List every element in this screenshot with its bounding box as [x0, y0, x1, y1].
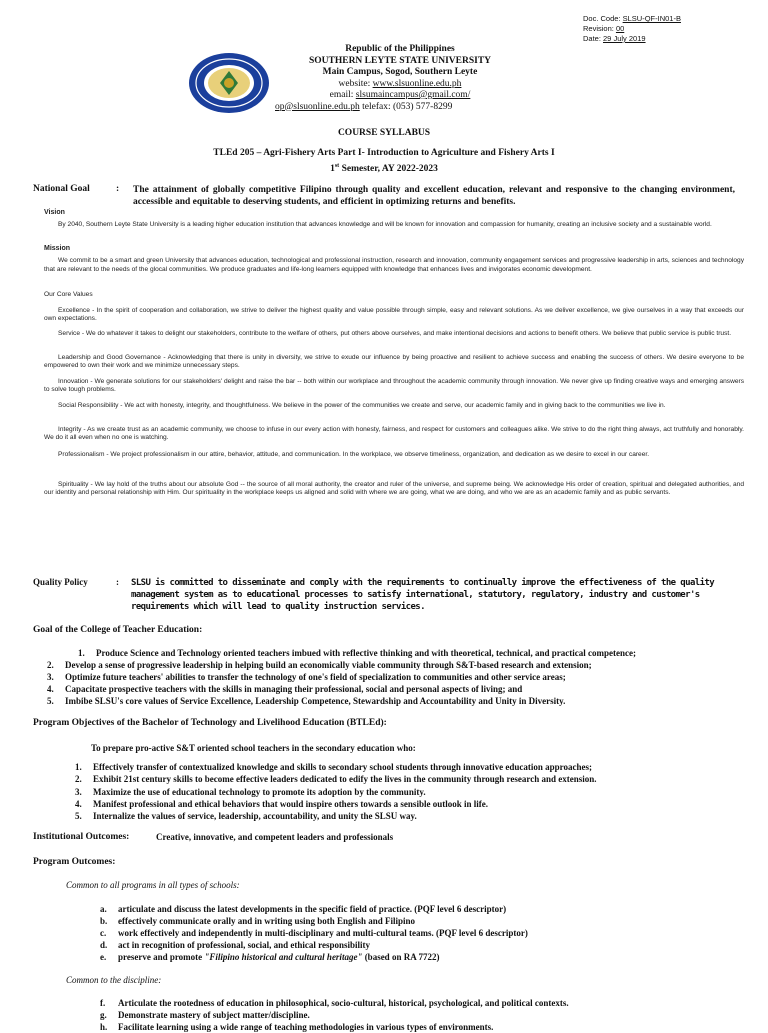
vision-section — [44, 209, 744, 230]
program-outcome-item: e. preserve and promote "Filipino historical and cultural heritage" (based on RA 7722) — [100, 952, 440, 962]
telefax-text: telefax: (053) 577-8299 — [359, 101, 453, 112]
program-objective-item: 2. Exhibit 21st century skills to become effective leaders dedicated to edify the lives in the community through research and extension. — [75, 774, 597, 784]
core-value-service: Service - We do whatever it takes to delight our stakeholders, contribute to the welfare of others, put others above ourselves, and make intentional decisions and actions to benefit others. We believe that public service is public trust. — [58, 330, 732, 337]
cte-goal-item: 1. Produce Science and Technology oriented teachers imbued with reflective thinking and with theoretical, technical, and practical competence; — [78, 648, 636, 658]
core-value-integrity: Integrity - As we create trust as an academic community, we choose to infuse in our every action with honesty, fairness, and respect for customers and colleagues alike. We strive to do the right thing always, act truthfully and honorably. We do it all even when no one is watching. — [44, 426, 744, 442]
campus-text: Main Campus, Sogod, Southern Leyte — [322, 67, 478, 77]
cte-goal-item: 3. Optimize future teachers' abilities to transfer the technology of one's field of specialization to communities and other service areas; — [47, 672, 566, 682]
national-goal-colon: : — [116, 184, 120, 194]
date-value: 29 July 2019 — [603, 34, 646, 43]
quality-policy-text: SLSU is committed to disseminate and comply with the requirements to continually improve the effectiveness of the quality management system as to educational processes to satisfy international, statutory, regulatory, industry and customer's requirements which will lead to quality instruction services. — [131, 578, 715, 612]
common-discipline-subheading: Common to the discipline: — [66, 975, 162, 985]
program-outcome-item: a. articulate and discuss the latest developments in the specific field of practice. (PQF level 6 descriptor) — [100, 904, 507, 914]
mission-section — [44, 245, 744, 274]
revision-label: Revision: — [583, 24, 616, 33]
program-outcome-item: h. Facilitate learning using a wide range of teaching methodologies in various types of environments. — [100, 1022, 494, 1032]
program-objectives-heading: Program Objectives of the Bachelor of Technology and Livelihood Education (BTLEd): — [33, 718, 387, 728]
core-values-heading: Our Core Values — [44, 291, 93, 298]
core-value-professionalism: Professionalism - We project professionalism in our attire, behavior, attitude, and communication. In the workplace, we observe timeliness, organization, and dedication as we desire to excel in our career. — [58, 451, 650, 458]
national-goal-label: National Goal — [33, 184, 90, 194]
cte-goal-heading: Goal of the College of Teacher Education: — [33, 625, 203, 635]
website-link[interactable]: www.slsuonline.edu.ph — [372, 78, 462, 89]
email-link[interactable]: slsumaincampus@gmail.com/ — [355, 90, 471, 100]
program-outcomes-heading: Program Outcomes: — [33, 857, 116, 867]
vision-text: By 2040, Southern Leyte State University is a leading higher education institution that advances knowledge and will be known for innovation and compassion for humanity, creating an inclusive society and a sustainable world. — [58, 221, 712, 229]
quality-policy-label: Quality Policy — [33, 577, 88, 587]
program-outcome-item: b. effectively communicate orally and in writing using both English and Filipino — [100, 916, 416, 926]
date-label: Date: — [583, 34, 604, 43]
doc-code-value: SLSU-QF-IN01-B — [622, 14, 681, 23]
program-objective-item: 3. Maximize the use of educational technology to promote its adoption by the community. — [75, 787, 426, 797]
core-value-leadership: Leadership and Good Governance - Acknowledging that there is unity in diversity, we strive to exude our influence by being proactive and resilient to achieve success and enabling the success of others. We desire everyone to be empowered to own their work and we minimize unnecessary steps. — [44, 354, 744, 370]
course-title: TLEd 205 – Agri-Fishery Arts Part I- Introduction to Agriculture and Fishery Arts I — [213, 148, 555, 158]
institutional-outcomes-text: Creative, innovative, and competent leaders and professionals — [156, 832, 394, 842]
email2-link[interactable]: op@slsuonline.edu.ph — [275, 101, 360, 112]
core-value-innovation: Innovation - We generate solutions for our stakeholders' delight and raise the bar -- both within our workplace and throughout the academic community through innovation. We never give up finding creative ways and emerging answers to solve tough problems. — [44, 378, 744, 394]
doc-code-block — [583, 14, 681, 44]
mission-text: We commit to be a smart and green University that advances education, technological and professional instruction, research and innovation, community engagement services and progressive leadership in arts, sciences and technology that are relevant to the needs of the glocal communities. We produce graduates and life-long learners equipped with knowledge that enhances lives and invigorates economic development. — [44, 257, 744, 273]
semester-line: 1st Semester, AY 2022-2023 — [330, 163, 438, 175]
program-objective-item: 4. Manifest professional and ethical behaviors that would inspire others towards a sensible outlook in life. — [75, 799, 488, 809]
program-outcome-item: c. work effectively and independently in multi-disciplinary and multi-cultural teams. (PQF level 6 descriptor) — [100, 928, 528, 938]
core-value-social-responsibility: Social Responsibility - We act with honesty, integrity, and thoughtfulness. We believe in the power of the communities we create and serve, our academic family and in giving back to the communities we live in. — [58, 402, 666, 409]
program-outcome-item: f. Articulate the rootedness of education in philosophical, socio-cultural, historical, psychological, and political contexts. — [100, 998, 569, 1008]
email-label: email: — [329, 90, 356, 100]
doc-code-label: Doc. Code: — [583, 14, 623, 23]
program-objectives-intro: To prepare pro-active S&T oriented school teachers in the secondary education who: — [91, 743, 416, 753]
common-all-subheading: Common to all programs in all types of schools: — [66, 880, 240, 890]
university-header — [250, 44, 550, 113]
program-objective-item: 5. Internalize the values of service, leadership, accountability, and unity the SLSU way. — [75, 811, 417, 821]
institutional-outcomes-label: Institutional Outcomes: — [33, 832, 130, 842]
program-outcome-item: g. Demonstrate mastery of subject matter/discipline. — [100, 1010, 310, 1020]
university-name: SOUTHERN LEYTE STATE UNIVERSITY — [308, 55, 492, 66]
website-label: website: — [338, 78, 373, 89]
cte-goal-item: 2. Develop a sense of progressive leadership in helping build an economically viable community through S&T-based research and extension; — [47, 660, 592, 670]
mission-heading: Mission — [44, 245, 71, 252]
cte-goal-item: 5. Imbibe SLSU's core values of Service Excellence, Leadership Competence, Stewardship and Accountability and Unity in Diversity. — [47, 696, 566, 706]
course-syllabus-heading: COURSE SYLLABUS — [337, 128, 431, 138]
program-objective-item: 1. Effectively transfer of contextualized knowledge and skills to secondary school students through innovative education approaches; — [75, 762, 593, 772]
revision-value: 00 — [615, 24, 625, 33]
cte-goal-item: 4. Capacitate prospective teachers with the skills in managing their professional, social and personal aspects of living; and — [47, 684, 523, 694]
vision-heading: Vision — [44, 209, 65, 216]
republic-text: Republic of the Philippines — [345, 44, 455, 54]
core-value-excellence: Excellence - In the spirit of cooperation and collaboration, we strive to deliver the highest quality and value possible through simple, easy and relevant solutions. As we deliver excellence, we give ourselves in a way that exceeds our own expectations. — [44, 307, 744, 323]
quality-policy-colon: : — [116, 577, 119, 587]
national-goal-text: The attainment of globally competitive Filipino through quality and excellent education, relevant and responsive to the changing environment, accessible and equitable to deserving students, and efficient in optimizing returns and benefits. — [133, 185, 735, 207]
program-outcome-item: d. act in recognition of professional, social, and ethical responsibility — [100, 940, 371, 950]
core-value-spirituality: Spirituality - We lay hold of the truths about our absolute God -- the source of all moral authority, the creator and ruler of the universe, and supreme being. We acknowledge His order of creation, spiritual and delegated authorities, and our identity and personal relationship with Him. Our spirituality in the workplace keeps us aligned and solid with where we are going, what we are doing, and who we are as an academic family and as public servants. — [44, 481, 744, 497]
